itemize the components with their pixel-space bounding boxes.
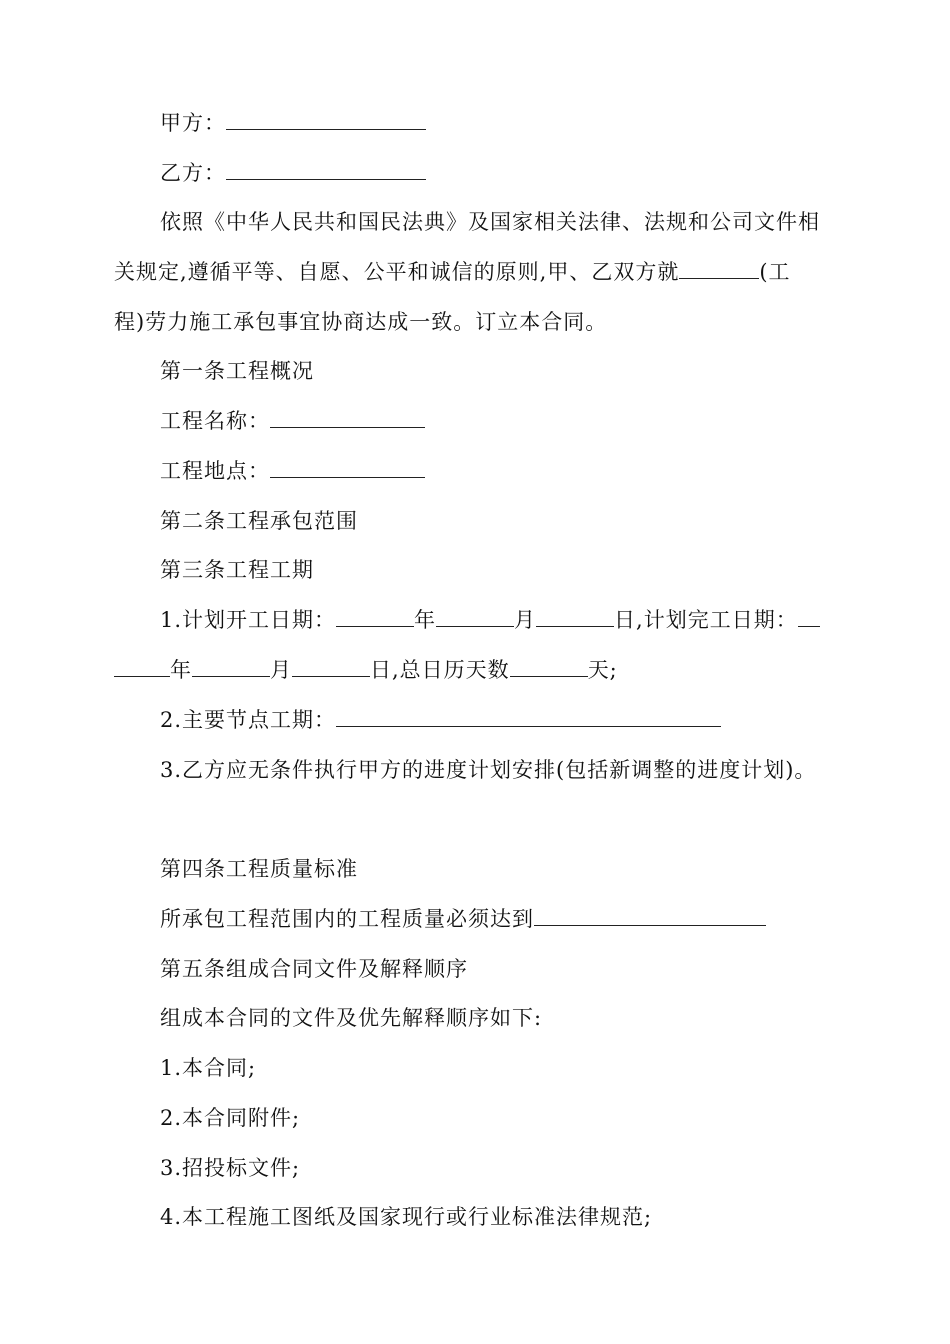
quality-text: 所承包工程范围内的工程质量必须达到 — [160, 907, 534, 931]
project-name-label: 工程名称： — [160, 409, 270, 433]
end-year-label: 年 — [170, 658, 192, 682]
party-a-label: 甲方： — [160, 111, 226, 135]
start-year-label: 年 — [414, 608, 437, 632]
milestone-blank — [336, 708, 721, 727]
start-year-blank — [336, 608, 414, 627]
project-name-blank — [270, 409, 425, 428]
total-days-blank — [510, 658, 588, 677]
start-day-label: 日,计划完工日期： — [614, 608, 798, 632]
list-item: 3.招投标文件; — [160, 1156, 301, 1180]
schedule-line-1 — [160, 607, 820, 633]
end-month-blank — [192, 658, 270, 677]
article3-title: 第三条工程工期 — [160, 558, 314, 582]
article2-title: 第二条工程承包范围 — [160, 509, 358, 533]
start-month-blank — [436, 608, 514, 627]
schedule-item-3: 3.乙方应无条件执行甲方的进度计划安排(包括新调整的进度计划)。 — [160, 758, 817, 782]
project-blank — [679, 260, 759, 279]
list-item: 1.本合同; — [160, 1056, 257, 1080]
party-b-label: 乙方： — [160, 161, 226, 185]
article5-title: 第五条组成合同文件及解释顺序 — [160, 957, 468, 981]
preamble-line-2-end: (工 — [759, 260, 791, 284]
party-b-line — [160, 160, 426, 186]
end-year-blank-cont — [114, 658, 170, 677]
article1-title: 第一条工程概况 — [160, 359, 314, 383]
party-a-line — [160, 110, 426, 136]
schedule-line-2 — [114, 657, 618, 683]
start-day-blank — [536, 608, 614, 627]
list-item: 4.本工程施工图纸及国家现行或行业标准法律规范; — [160, 1205, 653, 1229]
article4-title: 第四条工程质量标准 — [160, 857, 358, 881]
quality-blank — [534, 907, 766, 926]
milestone-line — [160, 707, 721, 733]
end-day-blank — [292, 658, 370, 677]
preamble-line-2-text: 关规定,遵循平等、自愿、公平和诚信的原则,甲、乙双方就 — [114, 260, 680, 284]
preamble-line-3: 程)劳力施工承包事宜协商达成一致。订立本合同。 — [114, 310, 608, 334]
project-location-label: 工程地点： — [160, 459, 270, 483]
party-a-blank — [226, 111, 426, 130]
end-month-label: 月 — [270, 658, 292, 682]
preamble-line-2 — [114, 259, 791, 285]
list-item: 2.本合同附件; — [160, 1106, 301, 1130]
end-day-label: 日,总日历天数 — [370, 658, 510, 682]
milestone-label: 2.主要节点工期： — [160, 708, 337, 732]
end-year-blank-start — [798, 608, 820, 627]
schedule-prefix: 1.计划开工日期： — [160, 608, 337, 632]
total-days-label: 天; — [587, 658, 618, 682]
party-b-blank — [226, 161, 426, 180]
article5-intro: 组成本合同的文件及优先解释顺序如下: — [160, 1006, 543, 1030]
start-month-label: 月 — [514, 608, 537, 632]
project-name-line — [160, 408, 425, 434]
project-location-blank — [270, 459, 425, 478]
preamble-line-1: 依照《中华人民共和国民法典》及国家相关法律、法规和公司文件相 — [160, 210, 820, 234]
quality-line — [160, 906, 766, 932]
project-location-line — [160, 458, 425, 484]
